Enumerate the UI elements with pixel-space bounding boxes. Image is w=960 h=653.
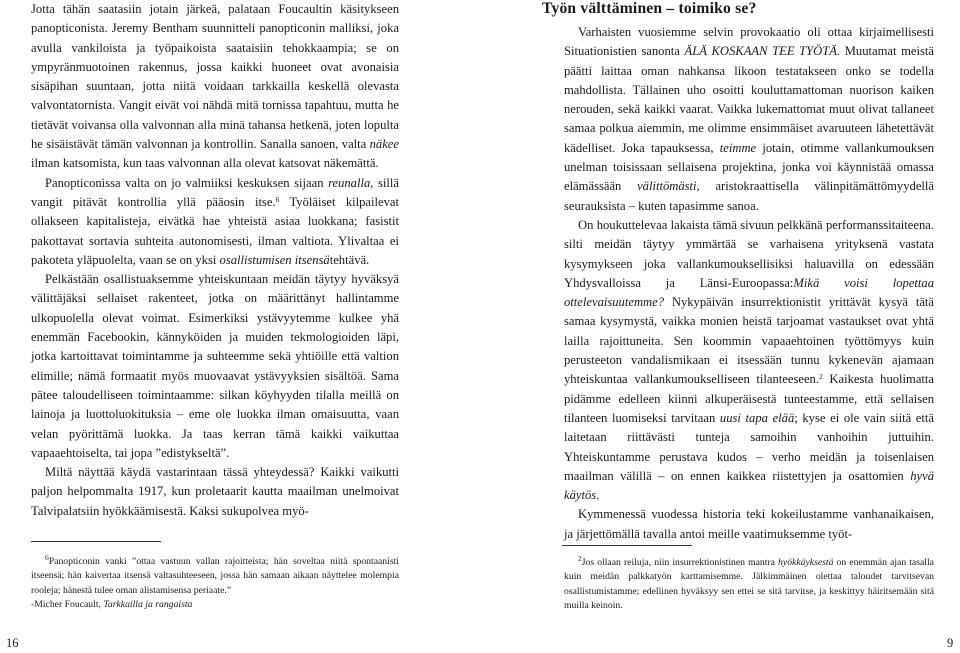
- text-run: Kymmenessä vuodessa historia teki kokeilustamme vanhanaikaisen, ja järjettömällä tavalla antoi meille vaatimuksemme työt-: [564, 507, 934, 541]
- right-body-text: [542, 0, 935, 544]
- footnote-reference: 2: [819, 372, 823, 382]
- attribution-title: Tarkkailla ja rangaista: [103, 598, 193, 610]
- text-run: Nykypäivän insurrektionistit yrittävät kysyä tätä samaa kysymystä, vaikka monien heistä tarjoamat vastaukset ovat yhtä lailla rajoittuneita. Sen koommin vapaaehtoinen työttömyys kuin perusteeton vandalismikaan ei itsessään tunnu kykenevän ajamaan yhteiskuntaa vallankumoukselliseen tilanteeseen.: [564, 295, 934, 387]
- footnote-number: 2: [578, 554, 582, 563]
- text-run: . Muutamat meistä päätti laittaa oman nahkansa likoon testatakseen onko se todella mahdollista. Tällainen uho osoitti kouluttamattoman nuorison kaiken nerouden, sekä kaikki vaarat. Vaikka lukemattomat muut olivat tallaneet samaa polkua aiemmin, me olimme ensimmäiset avaruuteen lähetettävät kädelliset. Joka tapauksessa,: [564, 44, 934, 155]
- footnote-text: [31, 555, 399, 598]
- emphasis-text: teimme: [719, 140, 757, 155]
- footnote-reference: 6: [275, 194, 280, 204]
- right-page: [480, 0, 960, 653]
- paragraph: [31, 463, 399, 521]
- footnote-body: [564, 557, 934, 611]
- footnote-rule: [562, 545, 692, 546]
- text-run: Pelkästään osallistuaksemme yhteiskuntaan meidän täytyy hyväksyä välittäjäksi sellaiset rakenteet, jotka on määrittänyt hallintamme ulkopuolella olevat voimat. Esimerkiksi ystävyytemme kulkee yhä enemmän Facebookin, kännyköiden ja muiden tekmologioiden läpi, jotka kartoittavat toimintamme ja suhteemme sekä yhtiöille että valtion elimille; nämä formaatit myös muovaavat ystävyyksien sisältöä. Sama pätee taloudelliseen toimintaamme: silkan köyhyyden tilalla meillä on lainoja ja luottoluokituksia – eme ole luokka ilman omaisuutta, vaan velan pyörittämä luokka. Ja taas kerran tämä kaikki vaikuttaa vapaaehtoiselta, tai jopa ”edistykseltä”.: [31, 272, 399, 460]
- text-run: tehtävä.: [329, 252, 370, 267]
- page-number: 16: [6, 636, 19, 650]
- text-run: Jotta tähän saatasiin jotain järkeä, palataan Foucaultin käsitykseen panopticonista. Jeremy Bentham suunnitteli panopticonin malliksi, joka avulla vankiloista ja työpaikoista saataisiin tehokkaampia; se on ympyränmuotoinen rakennus, jossa kaikki huoneet ovat avonaisia sisäpihan suuntaan, jotta niitä voidaan tarkkailla keskellä olevasta valvontatornista. Vangit eivät voi nähdä mitä tornissa tapahtuu, mutta he tietävät voivansa olla valvonnan alla minä tahansa hetkenä, joten lopulta he sisäistävät tämän valvonnan ja kontrollin. Sanalla sanoen, valta: [31, 2, 399, 152]
- emphasis-text: osallistumisen itsensä: [219, 252, 330, 267]
- text-run: Kaikesta huolimatta pidämme edelleen kiinni alkuperäisestä tunteestamme, että sellaisen tilanteen luomiseksi tarvitaan: [564, 372, 935, 425]
- emphasis-text: näkee: [369, 137, 399, 152]
- text-run: , aristokraattisella välinpitämättömyydellä seurauksista – kuten tapasimme sanoa.: [564, 179, 934, 213]
- left-body-text: [31, 0, 399, 521]
- text-run: Jos ollaan reiluja, niin insurrektionistinen mantra: [581, 557, 779, 568]
- paragraph: [31, 270, 399, 463]
- emphasis-text: Mikä voisi lopettaa ottelevaisuutemme?: [564, 275, 934, 310]
- emphasis-text: ÄLÄ KOSKAAN TEE TYÖTÄ: [684, 44, 837, 59]
- text-run: .: [596, 488, 600, 503]
- attribution-author: -Micher Foucault,: [31, 598, 104, 610]
- emphasis-text: välittömästi: [637, 179, 697, 194]
- emphasis-text: hyökkäyksestä: [778, 557, 834, 568]
- paragraph: [564, 505, 934, 544]
- text-run: Miltä näyttää käydä vastarintaan tässä yhteydessä? Kaikki vaikutti paljon helpommalta 1917, kun proletaarit kautta maailman unelmoivat Talvipalatsiin hyökkäämisestä. Kaksi sukupolvea myö-: [31, 465, 399, 518]
- footnote: [31, 555, 399, 612]
- text-run: jotain, otimme vallankumouksen unelman toisissaan sellaisena projektina, jonka voi käynnistää omassa elämässään: [564, 140, 934, 194]
- text-run: Panopticonissa valta on jo valmiiksi keskuksen sijaan: [45, 175, 329, 190]
- paragraph: [564, 216, 934, 505]
- emphasis-text: hyvä käytös: [564, 468, 934, 503]
- footnote-text: [564, 556, 934, 613]
- footnote-number: 6: [45, 553, 49, 562]
- footnote-body: Panopticonin vanki ”ottaa vastuun vallan rajoitteista; hän soveltaa niitä spontaanisti itseensä; hän kaivertaa itsensä valtasuhteeseen, jossa hän samaan aikaan näyttelee molempia rooleja; hänestä tulee oman alistamisensa periaate.”: [31, 556, 399, 596]
- footnote: [564, 556, 934, 613]
- paragraph: [31, 174, 399, 270]
- text-run: , sillä vangit pitävät kontrollia yllä pääosin itse.: [31, 175, 399, 209]
- text-run: Työläiset kilpailevat ollakseen kapitalisteja, eivätkä hae yhteistä asiaa luokkana; fasistit pakottavat sortavia suhteita autonomisesti, ilman valtiota. Ylivaltaa ei pakoteta yläpuolelta, vaan se on yksi: [31, 194, 399, 267]
- paragraph: [31, 0, 399, 174]
- paragraph: [564, 23, 934, 216]
- page-number: 9: [947, 636, 954, 650]
- text-run: On houkuttelevaa lakaista tämä sivuun pelkkänä performanssitaiteena. silti meidän täytyy ymmärtää se varhaisena yrityksenä vastata kysymykseen joka vallankumouksellisiksi haluavilla on edessään Yhdysvalloissa ja Länsi-Euroopassa:: [564, 217, 934, 290]
- text-run: ; kyse ei ole vain siitä että laitetaan riittävästi tunteja samoihin vanhoihin juttuihin. Yhteiskuntamme perustava kudos – verho meidän ja toisenlaisen maailman välillä – on ennen kaikkea riistettyjen ja osattomien: [564, 410, 934, 483]
- text-run: on enemmän ajan tasalla kuin meidän palkkatyön karttamisemme. Jälkimmäinen olettaa taloudet tarvitsevan osallistumistamme; edellinen hyväksyy sen ettei se sitä tarvitse, ja keskittyy häiritsemään sitä muilla keinoin.: [564, 557, 934, 611]
- text-run: Varhaisten vuosiemme selvin provokaatio oli ottaa kirjaimellisesti Situationistien sanonta: [564, 25, 934, 59]
- footnote-rule: [31, 541, 161, 542]
- section-heading: Työn välttäminen – toimiko se?: [542, 0, 757, 17]
- emphasis-text: reunalla: [328, 175, 371, 190]
- footnote-attribution: [31, 598, 399, 612]
- text-run: ilman katsomista, kun taas valvonnan alla olevat katsovat näkemättä.: [31, 156, 379, 171]
- emphasis-text: uusi tapa elää: [719, 410, 795, 425]
